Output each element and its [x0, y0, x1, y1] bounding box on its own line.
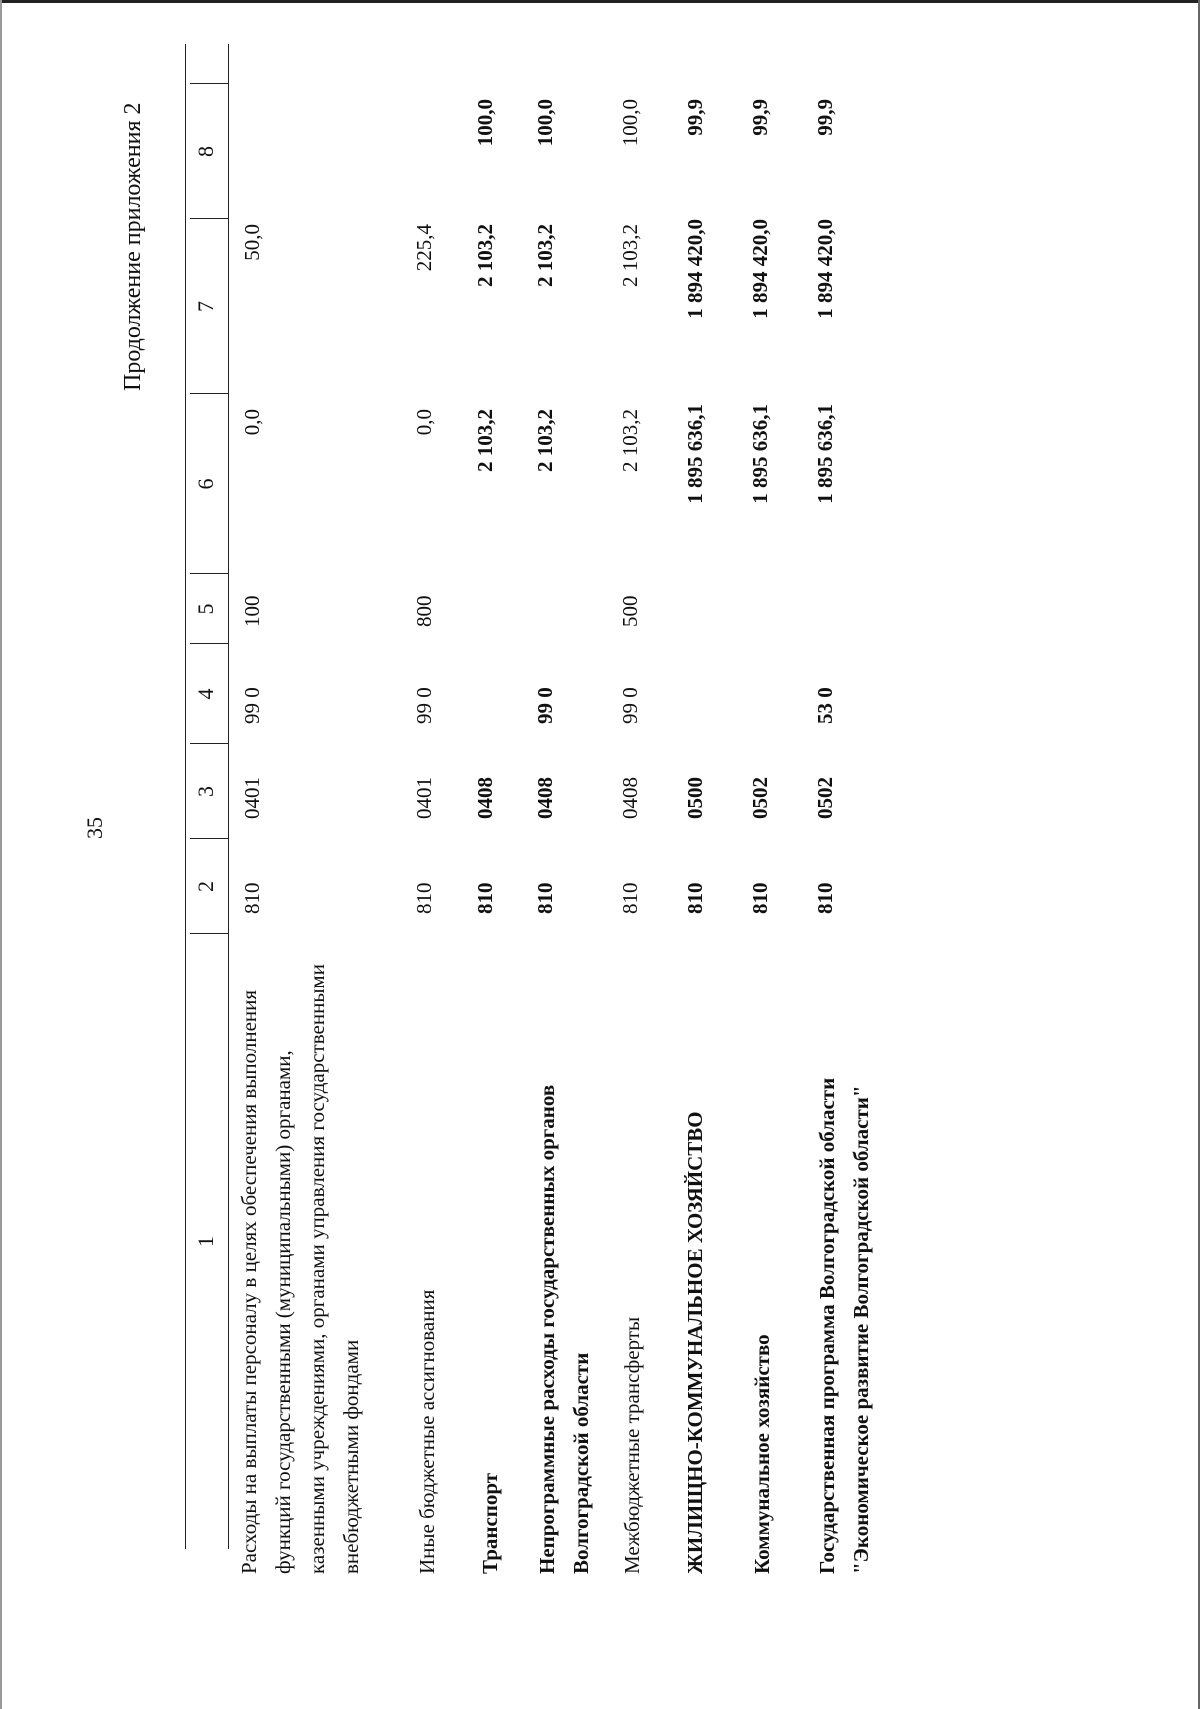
row-code-3: 0502: [748, 777, 772, 819]
row-value-8: 99,9: [813, 99, 837, 136]
row-value-7: 2 103,2: [473, 224, 497, 287]
table-row-name: Иные бюджетные ассигнования: [415, 1289, 439, 1574]
row-code-3: 0408: [473, 777, 497, 819]
table-row-name: Коммунальное хозяйство: [750, 1334, 774, 1574]
table-row-name: Транспорт: [478, 1472, 502, 1574]
row-code-5: 500: [618, 595, 642, 627]
row-value-6: 1 895 636,1: [813, 404, 837, 504]
table-top-rule: [185, 44, 186, 1549]
row-value-8: 99,9: [748, 99, 772, 136]
table-row-name: Непрограммные расходы государственных органов Волгоградской области: [535, 1084, 593, 1574]
row-code-5: 100: [240, 595, 264, 627]
header-col-6: 6: [193, 478, 218, 490]
table-row-name: Расходы на выплаты персоналу в целях обеспечения выполнения функций государственными (муниципальными) органами, казенными учреждениями, органами управления государственными внебюджетными фондами: [237, 964, 363, 1574]
continuation-label: Продолжение приложения 2: [120, 102, 146, 391]
row-code-3: 0408: [533, 777, 557, 819]
row-value-7: 2 103,2: [618, 224, 642, 287]
row-code-2: 810: [533, 882, 557, 914]
table-row-name: Межбюджетные трансферты: [620, 1316, 644, 1574]
row-value-6: 2 103,2: [533, 409, 557, 472]
row-value-8: 100,0: [618, 99, 642, 147]
row-code-4: 99 0: [412, 687, 436, 724]
header-col-4: 4: [193, 688, 218, 700]
row-code-4: 53 0: [813, 687, 837, 724]
row-code-3: 0500: [683, 777, 707, 819]
header-col-1: 1: [193, 1236, 218, 1247]
row-value-7: 225,4: [412, 224, 436, 272]
header-col-8: 8: [193, 146, 218, 157]
row-value-7: 2 103,2: [533, 224, 557, 287]
page-number: 35: [82, 817, 107, 839]
row-value-7: 1 894 420,0: [813, 219, 837, 319]
row-code-2: 810: [748, 882, 772, 914]
row-code-2: 810: [240, 882, 264, 914]
row-value-6: 2 103,2: [618, 409, 642, 472]
row-code-2: 810: [618, 882, 642, 914]
header-col-2: 2: [193, 881, 218, 892]
row-value-7: 50,0: [240, 224, 264, 261]
row-value-7: 1 894 420,0: [748, 219, 772, 319]
row-value-7: 1 894 420,0: [683, 219, 707, 319]
row-code-4: 99 0: [240, 687, 264, 724]
row-code-4: 99 0: [618, 687, 642, 724]
table-row-name: ЖИЛИЩНО-КОММУНАЛЬНОЕ ХОЗЯЙСТВО: [683, 1111, 707, 1574]
row-code-3: 0408: [618, 777, 642, 819]
header-col-7: 7: [193, 301, 218, 312]
header-col-3: 3: [193, 786, 218, 797]
row-value-8: 99,9: [683, 99, 707, 136]
row-code-4: 99 0: [533, 687, 557, 724]
row-code-2: 810: [412, 882, 436, 914]
row-value-8: 100,0: [473, 99, 497, 147]
row-value-8: 100,0: [533, 99, 557, 147]
row-value-6: 2 103,2: [473, 409, 497, 472]
row-code-2: 810: [473, 882, 497, 914]
header-col-5: 5: [193, 603, 218, 615]
row-code-3: 0502: [813, 777, 837, 819]
row-code-2: 810: [683, 882, 707, 914]
row-value-6: 0,0: [240, 409, 264, 436]
row-value-6: 0,0: [412, 409, 436, 436]
table-row-name: Государственная программа Волгоградской области "Экономическое развитие Волгоградской области": [815, 1077, 873, 1574]
row-code-3: 0401: [412, 777, 436, 819]
row-value-6: 1 895 636,1: [683, 404, 707, 504]
row-code-3: 0401: [240, 777, 264, 819]
header-bottom-rule: [228, 44, 229, 1549]
row-value-6: 1 895 636,1: [748, 404, 772, 504]
row-code-5: 800: [412, 595, 436, 627]
row-code-2: 810: [813, 882, 837, 914]
